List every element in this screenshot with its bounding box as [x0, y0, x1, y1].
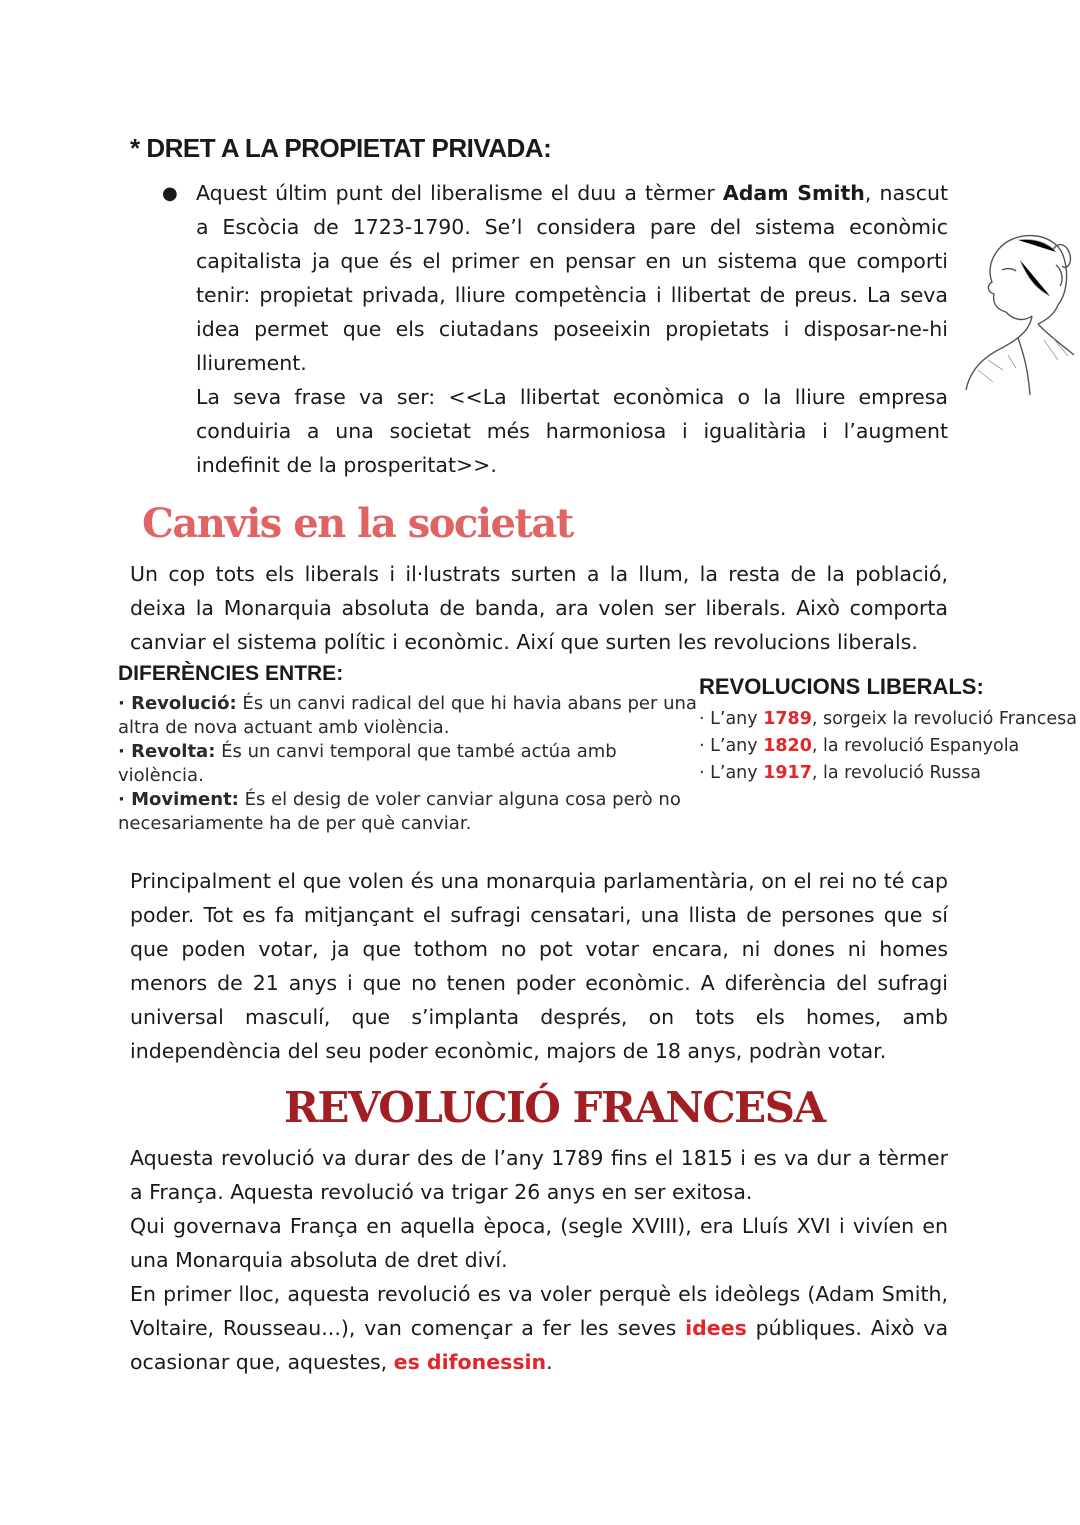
revolution-year: 1917 [763, 763, 812, 783]
difference-item-revolta [118, 740, 698, 788]
difference-item-moviment [118, 788, 698, 836]
revfr-line-3 [130, 1277, 948, 1379]
adam-smith-portrait-image [958, 220, 1076, 400]
revolution-prefix: · L’any [699, 709, 764, 729]
difference-term: · Moviment: [118, 789, 239, 810]
revolution-prefix: · L’any [699, 736, 764, 756]
smith-text-a: Aquest últim punt del liberalisme el duu a tèrmer [196, 181, 723, 205]
difference-def: És un canvi temporal que també actúa amb violència. [118, 741, 617, 786]
title-revolucio-francesa: REVOLUCIÓ FRANCESA [284, 1083, 825, 1132]
difference-term: · Revolta: [118, 741, 216, 762]
revolution-suffix: , sorgeix la revolució Francesa [811, 709, 1077, 729]
revfr-line-2: Qui governava França en aquella època, (segle XVIII), era Lluís XVI i vivíen en una Monarquia absoluta de dret diví. [130, 1214, 948, 1272]
canvis-paragraph: Un cop tots els liberals i il·lustrats surten a la llum, la resta de la població, deixa la Monarquia absoluta de banda, ara volen ser liberals. Això comporta canviar el sistema polític i econòmic. Així que surten les revolucions liberals. [130, 562, 948, 654]
revolution-year: 1820 [763, 736, 812, 756]
smith-quote: La seva frase va ser: <<La llibertat econòmica o la lliure empresa conduiria a una societat més harmoniosa i igualitària i l’augment indefinit de la prosperitat>>. [196, 385, 948, 477]
revolution-suffix: , la revolució Espanyola [811, 736, 1020, 756]
difference-term: · Revolució: [118, 693, 237, 714]
highlight-difonessin: es difonessin [393, 1350, 547, 1374]
revolution-item [699, 706, 1077, 733]
smith-text-b: , nascut a Escòcia de 1723-1790. Se’l considera pare del sistema econòmic capitalista ja que és el primer en pensar en un sistema que comporti tenir: propietat privada, lliure competència i llibertat de preus. La seva idea permet que els ciutadans poseeixin propietats i disposar-ne-hi lliurement. [196, 181, 948, 375]
revolution-item [699, 760, 1077, 787]
revfr-line-1: Aquesta revolució va durar des de l’any 1789 fins el 1815 i es va dur a tèrmer a França. Aquesta revolució va trigar 26 anys en ser exitosa. [130, 1146, 948, 1204]
difference-def: És un canvi radical del que hi havia abans per una altra de nova actuant amb violència. [118, 693, 697, 738]
revfr-text: En primer lloc, aquesta revolució es va voler perquè els ideòlegs (Adam Smith, Voltaire, Rousseau...), van començar a fer les seves [130, 1282, 948, 1340]
revfr-text: públiques. Això va ocasionar que, aquestes, [130, 1316, 949, 1374]
revolution-item [699, 733, 1077, 760]
revolutions-list [699, 706, 1077, 787]
revolution-suffix: , la revolució Russa [811, 763, 981, 783]
highlight-idees: idees [685, 1316, 747, 1340]
revfr-text: . [546, 1350, 553, 1374]
heading-private-property: * DRET A LA PROPIETAT PRIVADA: [130, 133, 552, 163]
monarquia-paragraph: Principalment el que volen és una monarquia parlamentària, on el rei no té cap poder. Tot es fa mitjançant el sufragi censatari, una llista de persones que sí que poden votar, ja que tothom no pot votar encara, ni dones ni homes menors de 21 anys i que no tenen poder econòmic. A diferència del sufragi universal masculí, que s’implanta després, on tots els homes, amb independència del seu poder econòmic, majors de 18 anys, podràn votar. [130, 869, 948, 1063]
revolution-prefix: · L’any [699, 763, 764, 783]
adam-smith-paragraph [196, 176, 948, 482]
difference-def: És el desig de voler canviar alguna cosa però no necesariamente ha de per què canviar. [118, 789, 681, 834]
differences-list [118, 692, 698, 836]
title-canvis-societat: Canvis en la societat [142, 500, 573, 547]
difference-item-revolucio [118, 692, 698, 740]
differences-title: DIFERÈNCIES ENTRE: [118, 662, 344, 685]
revolucio-francesa-paragraph [130, 1141, 948, 1379]
bullet-icon: ● [162, 183, 178, 204]
revolutions-title: REVOLUCIONS LIBERALS: [699, 674, 984, 699]
revolution-year: 1789 [763, 709, 812, 729]
smith-name: Adam Smith [722, 181, 865, 205]
